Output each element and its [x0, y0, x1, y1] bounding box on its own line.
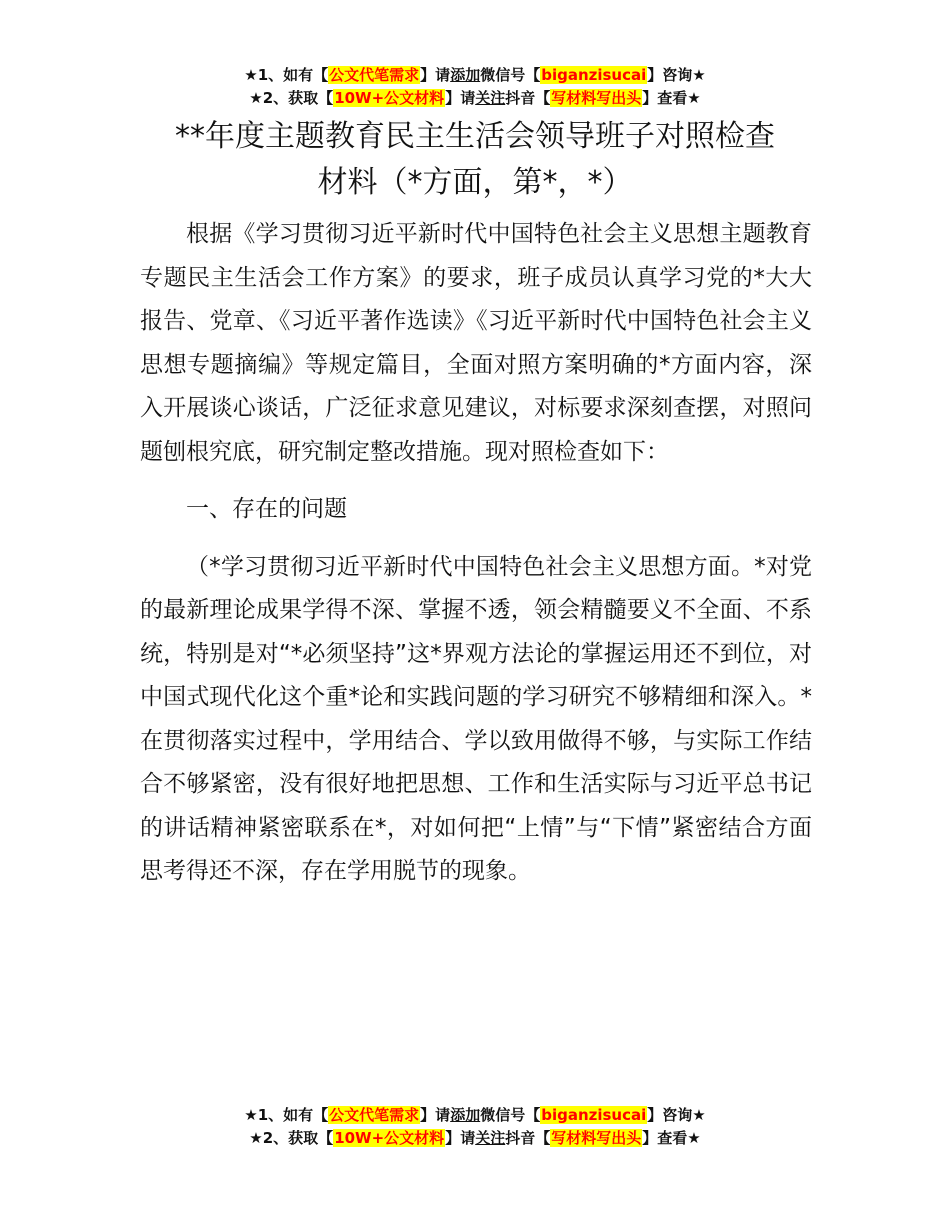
footer-banner — [0, 1104, 950, 1150]
title-line-2: 材料（*方面，第*，*） — [317, 165, 633, 200]
banner-underlined-text: 添加 — [450, 1106, 481, 1124]
intro-paragraph: 根据《学习贯彻习近平新时代中国特色社会主义思想主题教育专题民主生活会工作方案》的要求，班子成员认真学习党的*大大报告、党章、《习近平著作选读》《习近平新时代中国特色社会主义思想专题摘编》等规定篇目，全面对照方案明确的*方面内容，深入开展谈心谈话，广泛征求意见建议，对标要求深刻查摆，对照问题刨根究底，研究制定整改措施。现对照检查如下： — [140, 221, 812, 465]
header-banner — [0, 64, 950, 110]
banner-underlined-text: 关注 — [475, 1129, 506, 1147]
section-heading: 一、存在的问题 — [186, 496, 347, 522]
banner-text: 】咨询★ — [647, 66, 706, 84]
banner-text: 】请 — [420, 1106, 451, 1124]
banner-highlight: 写材料写出头 — [551, 1129, 642, 1147]
banner-highlight: 写材料写出头 — [551, 89, 642, 107]
banner-underlined-text: 添加 — [450, 66, 481, 84]
banner-text: 微信号【 — [480, 1106, 541, 1124]
banner-text: 】查看★ — [642, 1129, 701, 1147]
banner-highlight: 公文代笔需求 — [329, 1106, 420, 1124]
document-body — [140, 213, 812, 894]
banner-underlined-text: 关注 — [475, 89, 506, 107]
banner-text: ★1、如有【 — [244, 66, 329, 84]
banner-text: ★2、获取【 — [249, 89, 334, 107]
banner-highlight: 10W+公文材料 — [334, 89, 445, 107]
banner-text: ★2、获取【 — [249, 1129, 334, 1147]
banner-text: 微信号【 — [480, 66, 541, 84]
banner-line-2 — [0, 1127, 950, 1150]
title-line-1: **年度主题教育民主生活会领导班子对照检查 — [175, 119, 775, 154]
banner-line-1 — [0, 64, 950, 87]
banner-text: 】请 — [445, 89, 476, 107]
banner-highlight: biganzisucai — [541, 66, 647, 84]
banner-line-2 — [0, 87, 950, 110]
banner-highlight: biganzisucai — [541, 1106, 647, 1124]
banner-text: 抖音【 — [505, 89, 551, 107]
banner-text: 】查看★ — [642, 89, 701, 107]
banner-text: 抖音【 — [505, 1129, 551, 1147]
banner-highlight: 10W+公文材料 — [334, 1129, 445, 1147]
banner-highlight: 公文代笔需求 — [329, 66, 420, 84]
banner-text: ★1、如有【 — [244, 1106, 329, 1124]
banner-text: 】咨询★ — [647, 1106, 706, 1124]
banner-line-1 — [0, 1104, 950, 1127]
document-title — [60, 114, 890, 206]
banner-text: 】请 — [420, 66, 451, 84]
issues-paragraph: （*学习贯彻习近平新时代中国特色社会主义思想方面。*对党的最新理论成果学得不深、掌握不透，领会精髓要义不全面、不系统，特别是对“*必须坚持”这*界观方法论的掌握运用还不到位，对中国式现代化这个重*论和实践问题的学习研究不够精细和深入。*在贯彻落实过程中，学用结合、学以致用做得不够，与实际工作结合不够紧密，没有很好地把思想、工作和生活实际与习近平总书记的讲话精神紧密联系在*，对如何把“上情”与“下情”紧密结合方面思考得还不深，存在学用脱节的现象。 — [140, 553, 812, 884]
banner-text: 】请 — [445, 1129, 476, 1147]
